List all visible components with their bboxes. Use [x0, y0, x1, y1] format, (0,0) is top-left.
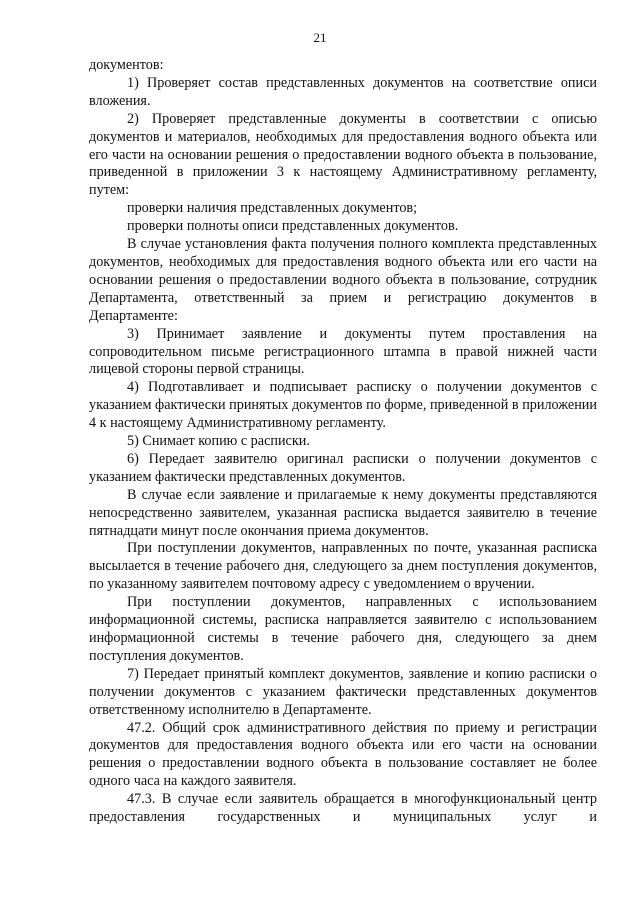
- paragraph-item-4: 4) Подготавливает и подписывает расписку о получении документов с указанием фактически принятых документов по форме, приведенной в приложении 4 к настоящему Административному регламенту.: [89, 379, 597, 432]
- paragraph-item-7: 7) Передает принятый комплект документов, заявление и копию расписки о получении документов с указанием фактически представленных документов ответственному исполнителю в Департаменте.: [89, 665, 597, 718]
- paragraph-47-2: 47.2. Общий срок административного действия по приему и регистрации документов для предоставления водного объекта или его части на основании решения о предоставлении водного объекта в пользование составляет не более одного часа на каждого заявителя.: [89, 719, 597, 790]
- paragraph-check-presence: проверки наличия представленных документов;: [127, 200, 418, 217]
- document-body: [89, 57, 597, 827]
- paragraph-item-2: 2) Проверяет представленные документы в соответствии с описью документов и материалов, необходимых для предоставления водного объекта или его части на основании решения о предоставлении водного объекта в пользование, приведенной в приложении 3 к настоящему Административному регламенту, путем:: [89, 110, 597, 199]
- paragraph-check-completeness: проверки полноты описи представленных документов.: [127, 218, 459, 235]
- paragraph-by-mail: При поступлении документов, направленных по почте, указанная расписка высылается в течение рабочего дня, следующего за днем поступления документов, по указанному заявителем почтовому адресу с уведомлением о вручении.: [89, 540, 597, 593]
- paragraph-47-3: 47.3. В случае если заявитель обращается в многофункциональный центр предоставления государственных и муниципальных услуг и: [89, 791, 597, 826]
- paragraph-item-5: 5) Снимает копию с расписки.: [127, 433, 310, 450]
- paragraph-info-system: При поступлении документов, направленных с использованием информационной системы, расписка направляется заявителю с использованием информационной системы в течение рабочего дня, следующего за днем поступления документов.: [89, 594, 597, 664]
- paragraph-item-1: 1) Проверяет состав представленных документов на соответствие описи вложения.: [89, 74, 597, 109]
- paragraph-item-6: 6) Передает заявителю оригинал расписки о получении документов с указанием фактически представленных документов.: [89, 450, 597, 485]
- paragraph-in-person: В случае если заявление и прилагаемые к нему документы представляются непосредственно заявителем, указанная расписка выдается заявителю в течение пятнадцати минут после окончания приема документов.: [89, 486, 597, 539]
- page-number: 21: [313, 30, 327, 45]
- paragraph-continuation: документов:: [89, 57, 164, 73]
- paragraph-full-set-case: В случае установления факта получения полного комплекта представленных документов, необходимых для предоставления водного объекта или его части на основании решения о предоставлении водного объекта в пользование, сотрудник Департамента, ответственный за прием и регистрацию документов в Департаменте:: [89, 236, 597, 324]
- paragraph-item-3: 3) Принимает заявление и документы путем проставления на сопроводительном письме регистрационного штампа в правой нижней части лицевой стороны первой страницы.: [89, 325, 597, 378]
